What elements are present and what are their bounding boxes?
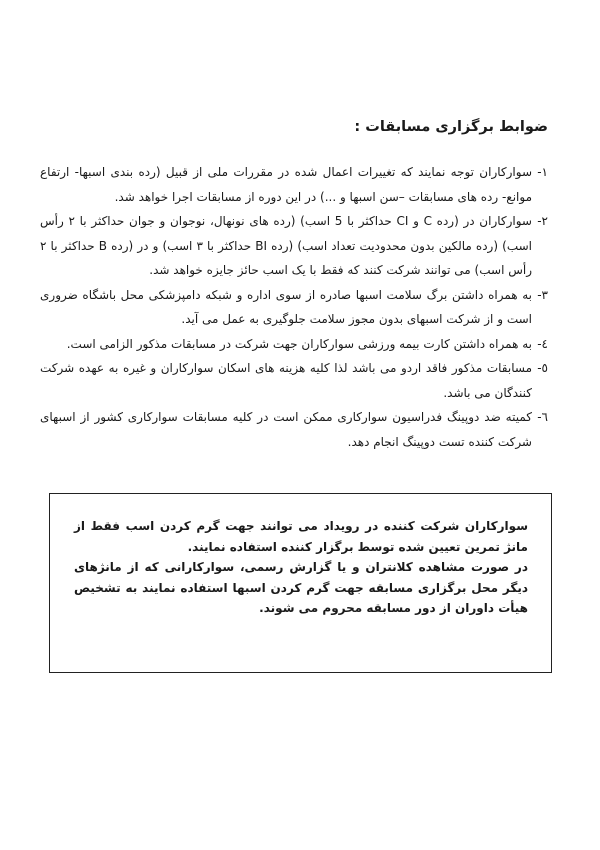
rule-number: ۲-	[537, 214, 548, 228]
rule-number: ۳-	[537, 287, 548, 302]
rule-number: ۱-	[537, 165, 548, 179]
rule-text: سوارکاران در (رده C و CI حداکثر با 5 اسب) (رده های نونهال، نوجوان و جوان حداکثر با ۲ رأس اسب) (رده مالکین بدون محدودیت تعداد اسب) (رده BI حداکثر با ۳ اسب) و در (رده B حداکثر با ۲ رأس اسب) می توانند شرکت کنند که فقط با یک اسب حائز جایزه خواهد شد.	[40, 214, 532, 277]
rule-number: ٦-	[537, 410, 548, 424]
rule-text: مسابقات مذکور فاقد اردو می باشد لذا کلیه هزینه های اسکان سوارکاران و غیره به عهده شرکت کنندگان می باشد.	[40, 361, 532, 400]
notice-paragraph-warmup: سوارکاران شرکت کننده در رویداد می توانند جهت گرم کردن اسب فقط از مانژ تمرین تعیین شده توسط برگزار کننده استفاده نمایند.	[74, 519, 528, 554]
rule-item	[40, 356, 548, 405]
rules-list	[40, 160, 548, 454]
rule-text: کمیته ضد دوپینگ فدراسیون سوارکاری ممکن است در کلیه مسابقات سوارکاری کشور از اسبهای شرکت کننده تست دوپینگ انجام دهد.	[40, 410, 532, 449]
rule-text: به همراه داشتن کارت بیمه ورزشی سوارکاران جهت شرکت در مسابقات مذکور الزامی است.	[66, 336, 532, 351]
rule-item	[40, 160, 548, 209]
rule-text: به همراه داشتن برگ سلامت اسبها صادره از سوی اداره و شبکه دامپزشکی محل باشگاه ضروری است و از شرکت اسبهای بدون مجوز سلامت جلوگیری به عمل می آید.	[40, 287, 532, 326]
section-title: ضوابط برگزاری مسابقات :	[354, 119, 548, 135]
rule-item	[40, 209, 548, 283]
rule-number: ٥-	[537, 361, 548, 375]
rule-text: سوارکاران توجه نمایند که تغییرات اعمال شده در مقررات ملی از قبیل (رده بندی اسبها- ارتفاع موانع- رده های مسابقات –سن اسبها و ...) در این دوره از مسابقات اجرا خواهد شد.	[40, 165, 532, 204]
rule-item	[40, 332, 548, 357]
notice-content	[74, 516, 528, 619]
rule-number: ٤-	[537, 336, 548, 351]
notice-paragraph-penalty: در صورت مشاهده کلانتران و یا گزارش رسمی، سوارکارانی که از مانژهای دیگر محل برگزاری مسابقه جهت گرم کردن اسبها استفاده نمایند به تشخیص هیأت داوران از دور مسابقه محروم می شوند.	[74, 560, 528, 615]
notice-box	[49, 493, 552, 673]
rule-item	[40, 405, 548, 454]
rule-item	[40, 283, 548, 332]
